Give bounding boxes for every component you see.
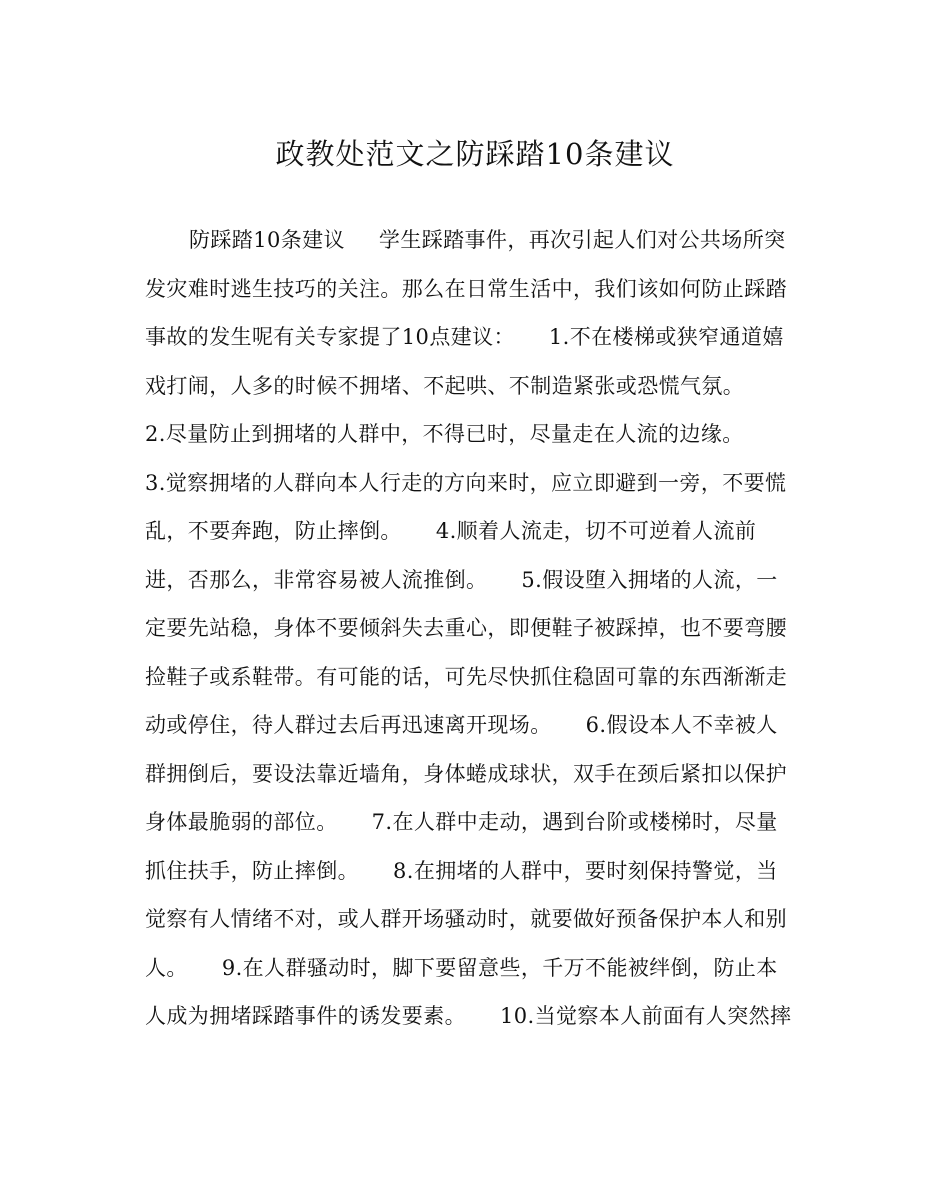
text-line (145, 608, 815, 657)
document-title: 政教处范文之防踩踏10条建议 (275, 137, 675, 171)
line-segment: 发灾难时逃生技巧的关注。那么在日常生活中，我们该如何防止踩踏 (145, 276, 787, 301)
line-segment: 5.假设堕入拥堵的人流，一 (521, 567, 778, 592)
text-line (145, 802, 815, 851)
text-line (145, 269, 815, 318)
text-line (145, 317, 815, 366)
line-segment: 学生踩踏事件，再次引起人们对公共场所突 (378, 228, 786, 252)
line-segment: 进，否那么，非常容易被人流推倒。 (145, 567, 488, 592)
text-line (145, 899, 815, 948)
text-line (145, 948, 815, 997)
line-segment: 事故的发生呢有关专家提了10点建议： (145, 325, 515, 349)
line-segment: 4.顺着人流走，切不可逆着人流前 (435, 519, 757, 543)
text-line (145, 366, 815, 415)
text-line (145, 851, 815, 900)
line-segment: 9.在人群骚动时，脚下要留意些，千万不能被绊倒，防止本 (221, 955, 778, 980)
line-segment: 防踩踏10条建议 (189, 228, 345, 252)
line-segment: 10.当觉察本人前面有人突然摔 (500, 1004, 792, 1028)
line-segment: 觉察有人情绪不对，或人群开场骚动时，就要做好预备保护本人和别 (145, 907, 787, 931)
line-segment: 捡鞋子或系鞋带。有可能的话，可先尽快抓住稳固可靠的东西渐渐走 (145, 664, 787, 689)
text-line (145, 511, 815, 560)
line-segment: 身体最脆弱的部位。 (145, 810, 338, 834)
line-segment: 1.不在楼梯或狭窄通道嬉 (548, 325, 784, 349)
line-segment: 2.尽量防止到拥堵的人群中，不得已时，尽量走在人流的边缘。 (145, 422, 744, 446)
line-segment: 人成为拥堵踩踏事件的诱发要素。 (145, 1004, 466, 1028)
text-line (145, 705, 815, 754)
line-segment: 8.在拥堵的人群中，要时刻保持警觉，当 (393, 858, 778, 883)
document-body (145, 220, 815, 1045)
text-line (145, 463, 815, 512)
line-segment: 乱，不要奔跑，防止摔倒。 (145, 519, 402, 543)
text-line (145, 414, 815, 463)
line-segment: 戏打闹，人多的时候不拥堵、不起哄、不制造紧张或恐慌气氛。 (145, 373, 745, 398)
line-segment: 动或停住，待人群过去后再迅速离开现场。 (145, 713, 552, 737)
line-segment: 定要先站稳，身体不要倾斜失去重心，即便鞋子被踩掉，也不要弯腰 (145, 616, 787, 640)
line-segment: 人。 (145, 955, 188, 980)
line-segment: 群拥倒后，要设法靠近墙角，身体蜷成球状，双手在颈后紧扣以保护 (145, 761, 787, 786)
text-line (145, 220, 815, 269)
line-segment: 6.假设本人不幸被人 (585, 713, 778, 737)
text-line (145, 657, 815, 706)
line-segment: 抓住扶手，防止摔倒。 (145, 858, 359, 883)
line-segment: 3.觉察拥堵的人群向本人行走的方向来时，应立即避到一旁，不要慌 (145, 470, 787, 495)
text-line (145, 754, 815, 803)
text-line (145, 996, 815, 1045)
line-segment: 7.在人群中走动，遇到台阶或楼梯时，尽量 (371, 810, 778, 834)
text-line (145, 560, 815, 609)
